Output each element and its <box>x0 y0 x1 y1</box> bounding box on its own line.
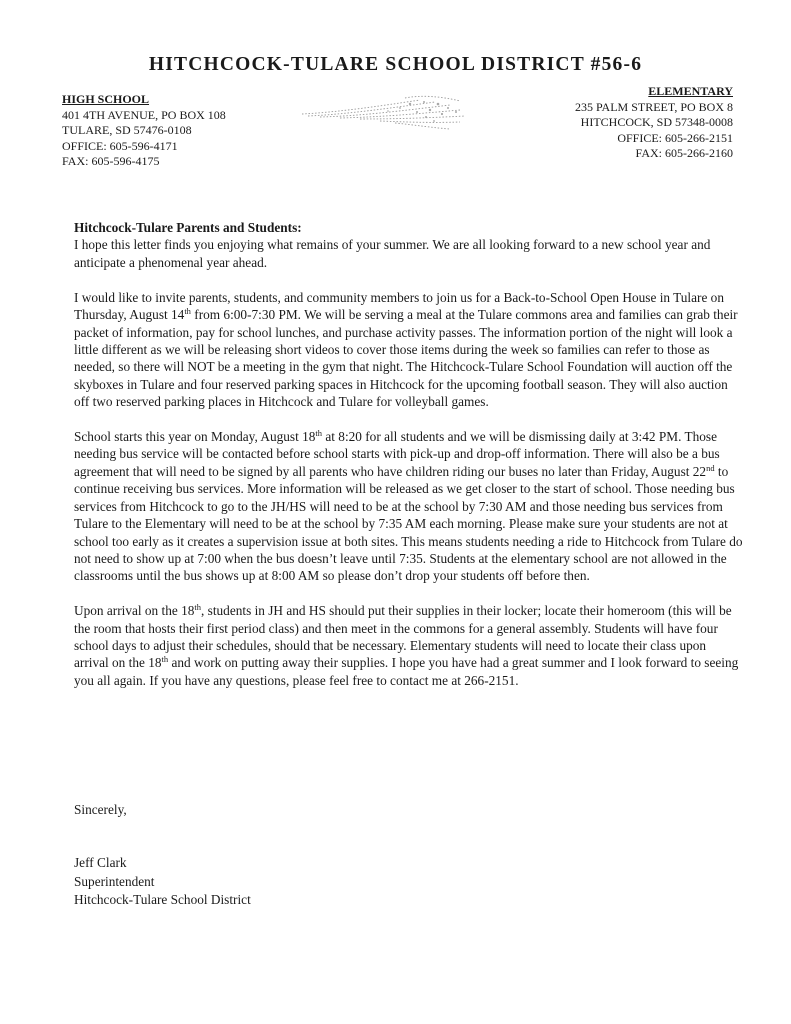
letter-closing: Sincerely, <box>74 802 127 817</box>
arrival-text-c: and work on putting away their supplies. I hope you have had a great summer and I look forward to seeing you all again. If you have any questions, please feel free to contact me at 266-2151. <box>74 655 739 688</box>
elementary-address <box>545 84 733 162</box>
ordinal-suffix: th <box>194 602 202 613</box>
school-start-text-c: to continue receiving bus services. More information will be released as we get closer to the start of school. Those needing bus services from Hitchcock to go to the JH/HS will need to be at the school by 7:30 AM and those needing bus services from Tulare to the Elementary will need to be at the school by 7:35 AM each morning. Please make sure your students are not at school too early as it creates a supervision issue at both sites. This means students needing a ride to Hitchcock from Tulare do not need to show up at 7:00 when the bus doesn’t leave until 7:35. Students at the elementary school are not allowed in the classrooms until the bus shows up at 8:00 AM so please don’t drop your students off before then. <box>74 463 743 584</box>
paragraph-intro <box>74 219 744 271</box>
arrival-text-b: , students in JH and HS should put their supplies in their locker; locate their homeroom (this will be the room that hosts their first period class) and then meet in the commons for a general assembly. Students will have four school days to adjust their schedules, should that be necessary. Elementary students will need to locate their class upon arrival on the 18 <box>74 603 732 671</box>
open-house-text-a: I would like to invite parents, students, and community members to join us for a Back-to-School Open House in Tulare on Thursday, August 14 <box>74 289 724 323</box>
ordinal-suffix: th <box>161 654 169 665</box>
letter-greeting: Hitchcock-Tulare Parents and Students: <box>74 220 302 235</box>
letter-body <box>74 219 744 707</box>
elementary-heading: ELEMENTARY <box>648 84 733 98</box>
intro-text: I hope this letter finds you enjoying what remains of your summer. We are all looking forward to a new school year and anticipate a phenomenal year ahead. <box>74 237 711 270</box>
high-school-address <box>62 92 226 170</box>
district-title: HITCHCOCK-TULARE SCHOOL DISTRICT #56-6 <box>148 54 643 75</box>
high-school-office-phone: OFFICE: 605-596-4171 <box>62 138 178 153</box>
high-school-city: TULARE, SD 57476-0108 <box>62 123 192 137</box>
ordinal-suffix: nd <box>706 462 715 473</box>
paragraph-arrival <box>74 602 744 689</box>
signature-block <box>74 854 251 910</box>
signer-name: Jeff Clark <box>74 855 127 870</box>
high-school-street: 401 4TH AVENUE, PO BOX 108 <box>62 107 226 122</box>
school-start-text-b: at 8:20 for all students and we will be dismissing daily at 3:42 PM. Those needing bus service will be contacted before school starts with pick-up and drop-off information. There will also be a bus agreement that will need to be signed by all parents who have children riding our buses no later than Friday, August 22 <box>74 429 720 479</box>
elementary-fax: FAX: 605-266-2160 <box>635 146 733 160</box>
ordinal-suffix: th <box>184 306 191 317</box>
arrival-text-a: Upon arrival on the 18 <box>74 603 195 619</box>
open-house-text-b: from 6:00-7:30 PM. We will be serving a meal at the Tulare commons area and families can grab their packet of information, pay for school lunches, and purchase activity passes. The information portion of the night will look a little different as we will be releasing short videos to cover those items during the week so families can refer to those as needed, so there will NOT be a meeting in the gym that night. The Hitchcock-Tulare School Foundation will auction off the skyboxes in Tulare and four reserved parking spaces in Hitchcock for the upcoming football season. They will also auction off two reserved parking places in Hitchcock and Tulare for volleyball games. <box>74 307 738 410</box>
paragraph-school-start <box>74 428 744 585</box>
signer-title: Superintendent <box>74 873 155 889</box>
high-school-fax: FAX: 605-596-4175 <box>62 154 160 168</box>
signer-organization: Hitchcock-Tulare School District <box>74 892 251 907</box>
elementary-office-phone: OFFICE: 605-266-2151 <box>617 130 733 145</box>
ordinal-suffix: th <box>315 428 323 439</box>
paragraph-open-house <box>74 289 744 411</box>
high-school-heading: HIGH SCHOOL <box>62 92 150 106</box>
eagle-wing-logo-icon <box>300 92 470 136</box>
school-start-text-a: School starts this year on Monday, August 18 <box>74 429 316 445</box>
elementary-city: HITCHCOCK, SD 57348-0008 <box>580 115 733 129</box>
elementary-street: 235 PALM STREET, PO BOX 8 <box>574 99 733 114</box>
